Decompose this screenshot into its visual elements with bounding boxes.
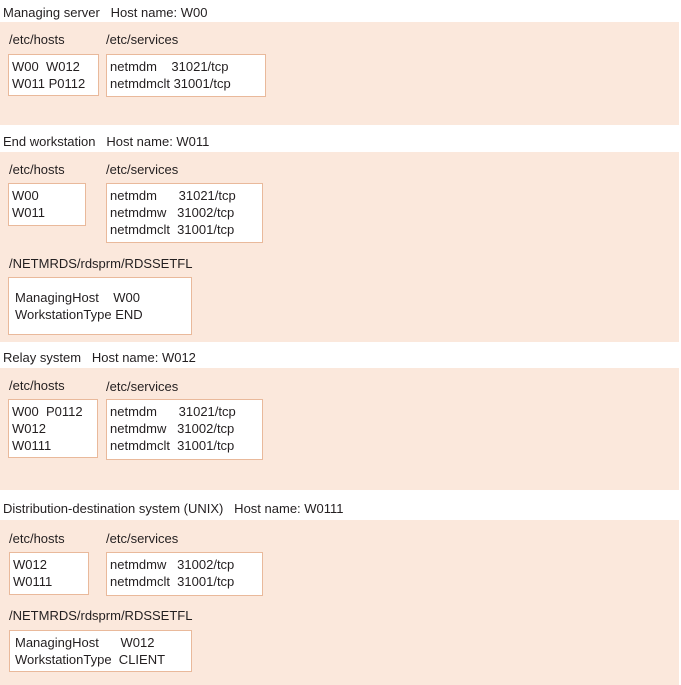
relay-system-services-label: /etc/services (106, 379, 179, 394)
services-entry: netmdmw 31002/tcp (110, 557, 235, 572)
hosts-entry: W00 (12, 188, 39, 203)
hosts-entry: W012 (13, 557, 47, 572)
managing-server-panel (0, 22, 679, 125)
relay-system-panel (0, 368, 679, 490)
rdssetfl-entry: ManagingHost W00 (15, 290, 141, 305)
services-entry: netmdmclt 31001/tcp (110, 222, 235, 237)
hosts-entry: W011 (12, 205, 45, 220)
managing-server-title: Managing server Host name: W00 (3, 5, 208, 20)
end-workstation-services-label: /etc/services (106, 162, 179, 177)
services-entry: netmdmw 31002/tcp (110, 205, 235, 220)
services-entry: netmdmclt 31001/tcp (110, 574, 235, 589)
end-workstation-services-file (106, 183, 263, 243)
distribution-destination-services-file (106, 552, 263, 596)
services-entry: netmdm 31021/tcp (110, 188, 236, 203)
hosts-entry: W0111 (13, 574, 53, 589)
services-entry: netmdmw 31002/tcp (110, 421, 235, 436)
rdssetfl-entry: WorkstationType CLIENT (15, 652, 166, 667)
relay-system-services-file (106, 399, 263, 460)
end-workstation-title: End workstation Host name: W011 (3, 134, 210, 149)
hosts-entry: W00 W012 (12, 59, 80, 74)
distribution-destination-services-label: /etc/services (106, 531, 179, 546)
end-workstation-rdssetfl-file (8, 277, 192, 335)
relay-system-hosts-file (8, 399, 98, 458)
end-workstation-rdssetfl-label: /NETMRDS/rdsprm/RDSSETFL (9, 256, 193, 271)
managing-server-hosts-label: /etc/hosts (9, 32, 65, 47)
hosts-entry: W011 P0112 (12, 76, 86, 91)
managing-server-hosts-file (8, 54, 99, 96)
distribution-destination-rdssetfl-file (9, 630, 192, 672)
managing-server-services-label: /etc/services (106, 32, 179, 47)
distribution-destination-hosts-file (9, 552, 89, 595)
rdssetfl-entry: ManagingHost W012 (15, 635, 155, 650)
distribution-destination-hosts-label: /etc/hosts (9, 531, 65, 546)
hosts-entry: W0111 (12, 438, 52, 453)
relay-system-title: Relay system Host name: W012 (3, 350, 196, 365)
hosts-entry: W012 (12, 421, 46, 436)
services-entry: netmdmclt 31001/tcp (110, 76, 231, 91)
services-entry: netmdmclt 31001/tcp (110, 438, 235, 453)
end-workstation-hosts-label: /etc/hosts (9, 162, 65, 177)
services-entry: netmdm 31021/tcp (110, 59, 229, 74)
distribution-destination-rdssetfl-label: /NETMRDS/rdsprm/RDSSETFL (9, 608, 193, 623)
distribution-destination-title: Distribution-destination system (UNIX) Host name: W0111 (3, 501, 344, 516)
hosts-entry: W00 P0112 (12, 404, 83, 419)
managing-server-services-file (106, 54, 266, 97)
end-workstation-hosts-file (8, 183, 86, 226)
services-entry: netmdm 31021/tcp (110, 404, 236, 419)
rdssetfl-entry: WorkstationType END (15, 307, 143, 322)
relay-system-hosts-label: /etc/hosts (9, 378, 65, 393)
